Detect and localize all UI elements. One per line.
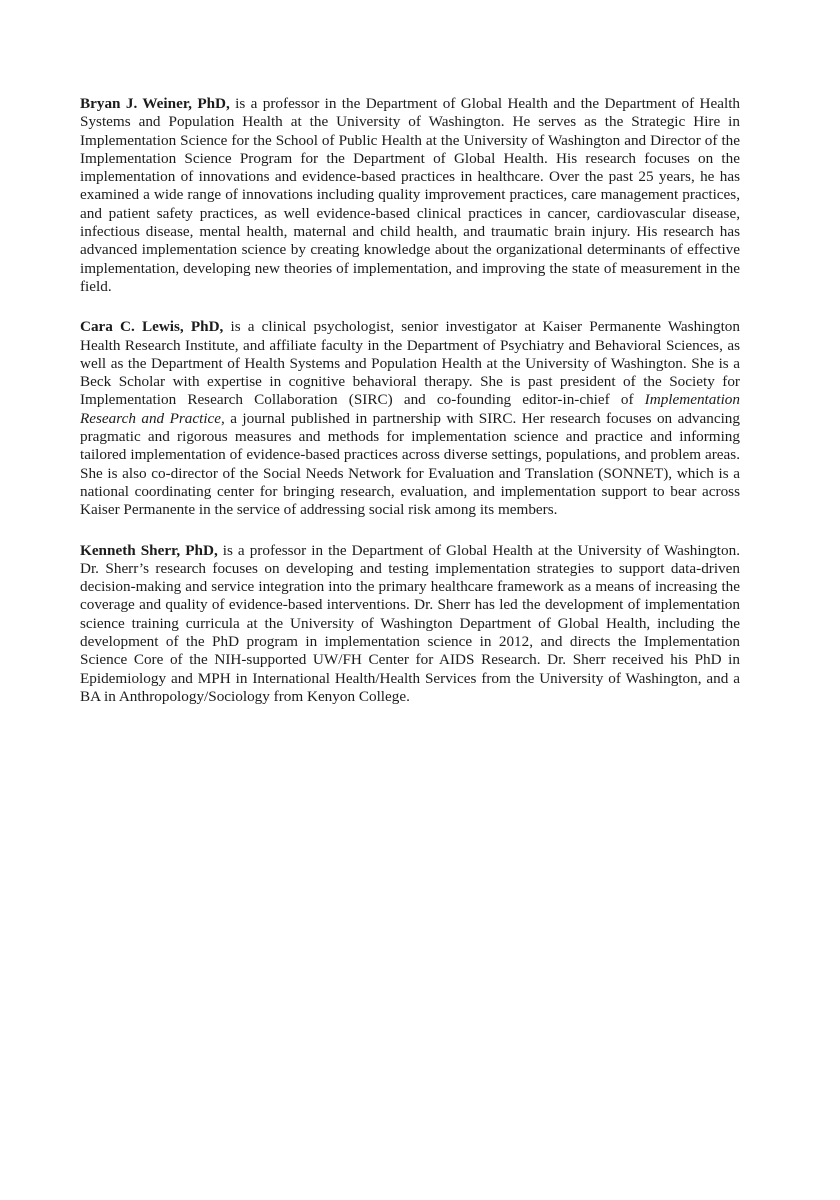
bio-name-lewis: Cara C. Lewis, PhD,: [80, 318, 224, 336]
bio-text-lewis-part1: is a clinical psychologist, senior investigator at Kaiser Permanente Washington Health Research Institute, and affiliate faculty in the Department of Psychiatry and Behavioral Sciences, as well as the Department of Health Systems and Population Health at the University of Washington. She is a Beck Scholar with expertise in cognitive behavioral therapy. She is past president of the Society for Implementation Research Collaboration (SIRC) and co-founding editor-in-chief of: [80, 318, 740, 409]
bio-weiner: [80, 95, 740, 296]
bio-text-lewis-part2: , a journal published in partnership with SIRC. Her research focuses on advancing pragmatic and rigorous measures and methods for implementation science and practice and informing tailored implementation of evidence-based practices across diverse settings, populations, and problem areas. She is also co-director of the Social Needs Network for Evaluation and Translation (SONNET), which is a national coordinating center for bringing research, evaluation, and implementation support to bear across Kaiser Permanente in the service of addressing social risk among its members.: [80, 409, 740, 519]
bio-text-weiner: is a professor in the Department of Global Health and the Department of Health Systems and Population Health at the University of Washington. He serves as the Strategic Hire in Implementation Science for the School of Public Health at the University of Washington and Director of the Implementation Science Program for the Department of Global Health. His research focuses on the implementation of innovations and evidence-based practices in healthcare. Over the past 25 years, he has examined a wide range of innovations including quality improvement practices, care management practices, and patient safety practices, as well evidence-based clinical practices in cancer, cardiovascular disease, infectious disease, mental health, maternal and child health, and traumatic brain injury. His research has advanced implementation science by creating knowledge about the organizational determinants of effective implementation, developing new theories of implementation, and improving the state of measurement in the field.: [80, 95, 741, 295]
bio-name-sherr: Kenneth Sherr, PhD,: [80, 541, 218, 559]
bio-name-weiner: Bryan J. Weiner, PhD,: [80, 95, 230, 112]
bio-text-sherr: is a professor in the Department of Global Health at the University of Washington. Dr. Sherr’s research focuses on developing and testing implementation strategies to support data-driven decision-making and service integration into the primary healthcare framework as a means of increasing the coverage and quality of evidence-based interventions. Dr. Sherr has led the development of implementation science training curricula at the University of Washington Department of Global Health, including the development of the PhD program in implementation science in 2012, and directs the Implementation Science Core of the NIH-supported UW/FH Center for AIDS Research. Dr. Sherr received his PhD in Epidemiology and MPH in International Health/Health Services from the University of Washington, and a BA in Anthropology/Sociology from Kenyon College.: [80, 541, 740, 705]
bio-lewis: [80, 318, 740, 519]
bio-sherr: [80, 542, 740, 707]
journal-title: Implementation Research and Practice: [80, 391, 740, 427]
author-bios: [80, 95, 740, 728]
